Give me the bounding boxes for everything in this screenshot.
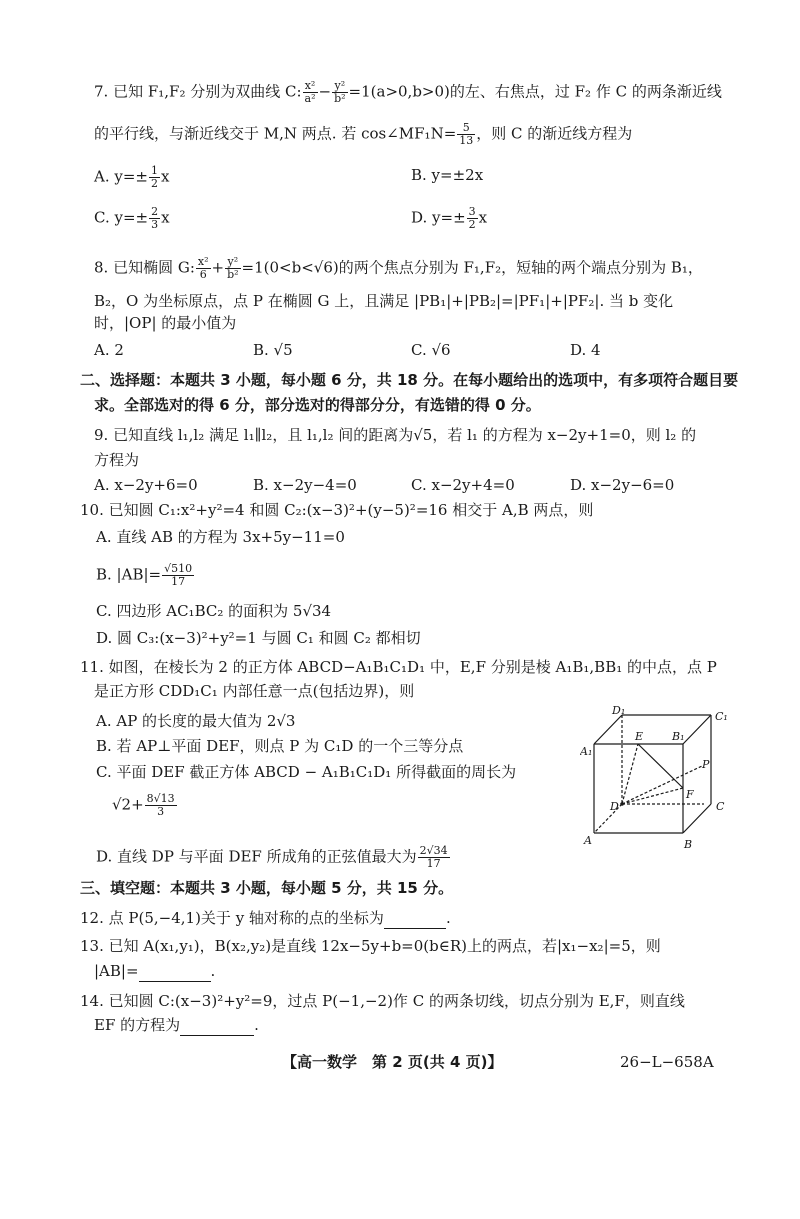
q10-line1: 10. 已知圆 C₁:x²+y²=4 和圆 C₂:(x−3)²+(y−5)²=16 相交于 A,B 两点，则	[80, 501, 594, 519]
label-c1: C₁	[715, 710, 728, 723]
q10-option-b: B. |AB|= $\frac{√510}{17}$	[96, 562, 193, 588]
q9-option-d: D. x−2y−6=0	[570, 476, 675, 494]
q7-frac-5-13: $\frac{5}{13}$	[459, 121, 474, 147]
q11-option-a: A. AP 的长度的最大值为 2√3	[96, 712, 296, 730]
q11-option-c-value: √2+ $\frac{8√13}{3}$	[112, 792, 175, 818]
q8-option-a: A. 2	[94, 341, 124, 359]
label-a: A	[584, 834, 592, 847]
q7-option-b: B. y=±2x	[411, 166, 484, 184]
section-3-heading: 三、填空题：本题共 3 小题，每小题 5 分，共 15 分。	[80, 879, 454, 897]
label-d1: D₁	[612, 704, 626, 717]
q11-option-c: C. 平面 DEF 截正方体 ABCD − A₁B₁C₁D₁ 所得截面的周长为	[96, 763, 517, 781]
q12-answer-blank[interactable]	[384, 908, 446, 929]
q13-answer-blank[interactable]	[139, 961, 211, 982]
label-d: D	[610, 800, 619, 813]
q7-line1: 7. 已知 F₁,F₂ 分别为双曲线 C: $\frac{\text{x²}}{\text{a²}}$ − $\frac{\text{y²}}{\text{b²}}$ =1(a>0,b>0)的左、右焦点，过 F₂ 作 C 的两条渐近线	[94, 79, 722, 105]
q13-line2: |AB|= .	[94, 962, 216, 980]
q12-line1: 12. 点 P(5,−4,1)关于 y 轴对称的点的坐标为 .	[80, 909, 451, 927]
q9-option-c: C. x−2y+4=0	[411, 476, 515, 494]
edge-a1-d1	[594, 715, 622, 744]
segment-d-e	[622, 744, 638, 804]
q7-frac-x2-a2: $\frac{\text{x²}}{\text{a²}}$	[304, 79, 316, 105]
label-b: B	[684, 838, 693, 851]
q8-option-d: D. 4	[570, 341, 601, 359]
q10-option-a: A. 直线 AB 的方程为 3x+5y−11=0	[96, 528, 345, 546]
q14-answer-blank[interactable]	[180, 1015, 254, 1036]
point-d	[620, 802, 624, 806]
q11-option-b: B. 若 AP⊥平面 DEF，则点 P 为 C₁D 的一个三等分点	[96, 737, 464, 755]
footer-exam-code: 26−L−658A	[620, 1053, 714, 1071]
q14-line2: EF 的方程为 .	[94, 1016, 259, 1034]
q8-line2: B₂，O 为坐标原点，点 P 在椭圆 G 上，且满足 |PB₁|+|PB₂|=|PF₁|+|PF₂|. 当 b 变化	[94, 292, 674, 310]
q11-line2: 是正方形 CDD₁C₁ 内部任意一点(包括边界)，则	[94, 682, 415, 700]
q9-line1: 9. 已知直线 l₁,l₂ 满足 l₁∥l₂，且 l₁,l₂ 间的距离为√5，若 l₁ 的方程为 x−2y+1=0，则 l₂ 的	[94, 426, 697, 444]
label-p: P	[702, 758, 710, 771]
label-a1: A₁	[580, 745, 593, 758]
q9-line2: 方程为	[94, 451, 140, 469]
q7-option-c: C. y=± $\frac{2}{3}$ x	[94, 205, 170, 231]
label-b1: B₁	[672, 730, 685, 743]
label-f: F	[686, 788, 694, 801]
cube-figure	[580, 700, 740, 860]
q8-option-c: C. √6	[411, 341, 451, 359]
q8-option-b: B. √5	[253, 341, 293, 359]
q7-frac-y2-b2: $\frac{\text{y²}}{\text{b²}}$	[334, 79, 346, 105]
section-2-heading: 二、选择题：本题共 3 小题，每小题 6 分，共 18 分。在每小题给出的选项中，有多项符合题目要	[80, 371, 739, 389]
q10-option-c: C. 四边形 AC₁BC₂ 的面积为 5√34	[96, 602, 332, 620]
edge-b1-c1	[683, 715, 711, 744]
q8-line3: 时，|OP| 的最小值为	[94, 314, 237, 332]
edge-b-c	[683, 804, 711, 833]
q11-option-d: D. 直线 DP 与平面 DEF 所成角的正弦值最大为 $\frac{2√34}{17}$	[96, 844, 448, 870]
q13-line1: 13. 已知 A(x₁,y₁)，B(x₂,y₂)是直线 12x−5y+b=0(b∈R)上的两点，若|x₁−x₂|=5，则	[80, 937, 661, 955]
label-e: E	[635, 730, 644, 743]
q9-option-b: B. x−2y−4=0	[253, 476, 357, 494]
q10-option-d: D. 圆 C₃:(x−3)²+y²=1 与圆 C₁ 和圆 C₂ 都相切	[96, 629, 421, 647]
footer-page-title: 【高一数学 第 2 页(共 4 页)】	[282, 1053, 503, 1071]
q8-line1: 8. 已知椭圆 G: $\frac{\text{x²}}{6}$ + $\frac{\text{y²}}{\text{b²}}$ =1(0<b<√6)的两个焦点分别为 F₁,F₂，短轴的两个端点分别为 B₁，	[94, 255, 703, 281]
segment-d-f	[622, 788, 683, 804]
q7-line2: 的平行线，与渐近线交于 M,N 两点. 若 cos∠MF₁N= $\frac{5}{13}$ ，则 C 的渐近线方程为	[94, 121, 633, 147]
segment-e-f	[638, 744, 683, 788]
q7-option-a: A. y=± $\frac{1}{2}$ x	[94, 164, 170, 190]
q14-line1: 14. 已知圆 C:(x−3)²+y²=9，过点 P(−1,−2)作 C 的两条切线，切点分别为 E,F，则直线	[80, 992, 685, 1010]
section-2-heading-cont: 求。全部选对的得 6 分，部分选对的得部分分，有选错的得 0 分。	[94, 396, 541, 414]
label-c: C	[716, 800, 725, 813]
q7-option-d: D. y=± $\frac{3}{2}$ x	[411, 205, 488, 231]
q11-line1: 11. 如图，在棱长为 2 的正方体 ABCD−A₁B₁C₁D₁ 中，E,F 分别是棱 A₁B₁,BB₁ 的中点，点 P	[80, 658, 717, 676]
q9-option-a: A. x−2y+6=0	[94, 476, 198, 494]
